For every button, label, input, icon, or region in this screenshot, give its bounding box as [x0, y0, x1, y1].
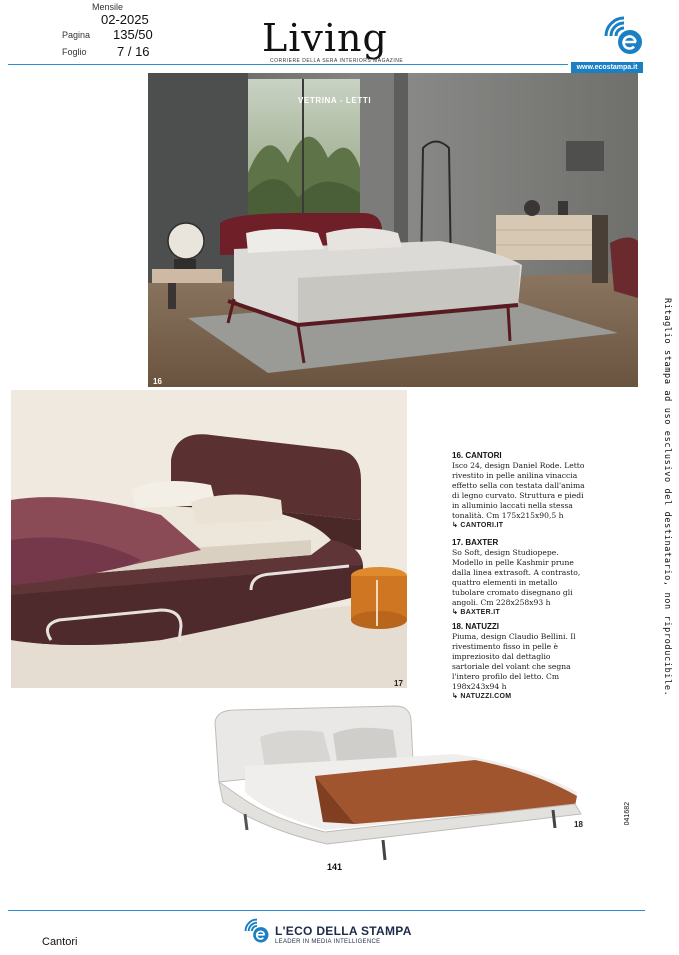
- entry-natuzzi: [452, 622, 587, 702]
- masthead-subtitle: CORRIERE DELLA SERA INTERIORS MAGAZINE: [270, 58, 404, 64]
- sheet-label: Foglio: [62, 47, 87, 57]
- entry-link-text: NATUZZI.COM: [460, 693, 512, 700]
- photo-number-16: 16: [153, 377, 162, 386]
- page-value: 135/50: [113, 27, 153, 42]
- entry-title: 17. BAXTER: [452, 538, 499, 547]
- footer-tagline: LEADER IN MEDIA INTELLIGENCE: [275, 939, 381, 945]
- link-arrow-icon: ↳: [452, 609, 459, 616]
- entry-link[interactable]: [452, 521, 587, 531]
- frequency-label: Mensile: [92, 2, 124, 12]
- entry-link-text: CANTORI.IT: [460, 522, 504, 529]
- entry-baxter: [452, 538, 587, 618]
- entry-link-text: BAXTER.IT: [460, 609, 501, 616]
- header-rule: [8, 64, 568, 65]
- eco-stampa-e-logo-icon: [602, 14, 646, 58]
- entry-body: Piuma, design Claudio Bellini. Il rivestimento fisso in pelle è impreziosito dal dettaglio sartoriale del volant che segna l'intero profilo del letto. Cm 198x243x94 h: [452, 632, 576, 691]
- page-number: 141: [327, 862, 343, 872]
- masthead-title: Living: [262, 16, 388, 60]
- eco-stampa-footer-logo-icon: [243, 917, 271, 945]
- link-arrow-icon: ↳: [452, 522, 459, 529]
- source-url: www.ecostampa.it: [571, 62, 643, 73]
- section-kicker: VETRINA - LETTI: [298, 96, 372, 105]
- page-label: Pagina: [62, 30, 91, 40]
- entry-title: 18. NATUZZI: [452, 622, 499, 631]
- sheet-value: 7 / 16: [117, 44, 150, 59]
- footer-rule: [8, 910, 645, 911]
- link-arrow-icon: ↳: [452, 693, 459, 700]
- photo-number-17: 17: [394, 679, 403, 688]
- clipping-code: 041682: [624, 802, 631, 826]
- photo-cantori-bed: [148, 73, 638, 387]
- entry-cantori: [452, 451, 587, 531]
- entry-link[interactable]: [452, 692, 587, 702]
- photo-number-18: 18: [574, 820, 583, 829]
- entry-body: Isco 24, design Daniel Rode. Letto rivestito in pelle anilina vinaccia effetto sella con testata dall'anima di legno curvato. Struttura e piedi in alluminio laccati nella stessa tonalità. Cm 175x215x90,5 h: [452, 461, 585, 520]
- entry-title: 16. CANTORI: [452, 451, 502, 460]
- footer-brand: L'ECO DELLA STAMPA: [275, 924, 412, 938]
- copyright-side-note: Ritaglio stampa ad uso esclusivo del destinatario, non riproducibile.: [662, 298, 672, 697]
- entry-link[interactable]: [452, 608, 587, 618]
- entry-body: So Soft, design Studiopepe. Modello in pelle Kashmir prune dalla linea extrasoft. A contrasto, quattro elementi in metallo tubolare cromato disegnano gli angoli. Cm 228x258x93 h: [452, 548, 581, 607]
- photo-baxter-bed: [11, 390, 407, 688]
- photo-natuzzi-bed: [205, 702, 585, 864]
- client-name: Cantori: [42, 936, 78, 948]
- issue-date: 02-2025: [101, 12, 149, 27]
